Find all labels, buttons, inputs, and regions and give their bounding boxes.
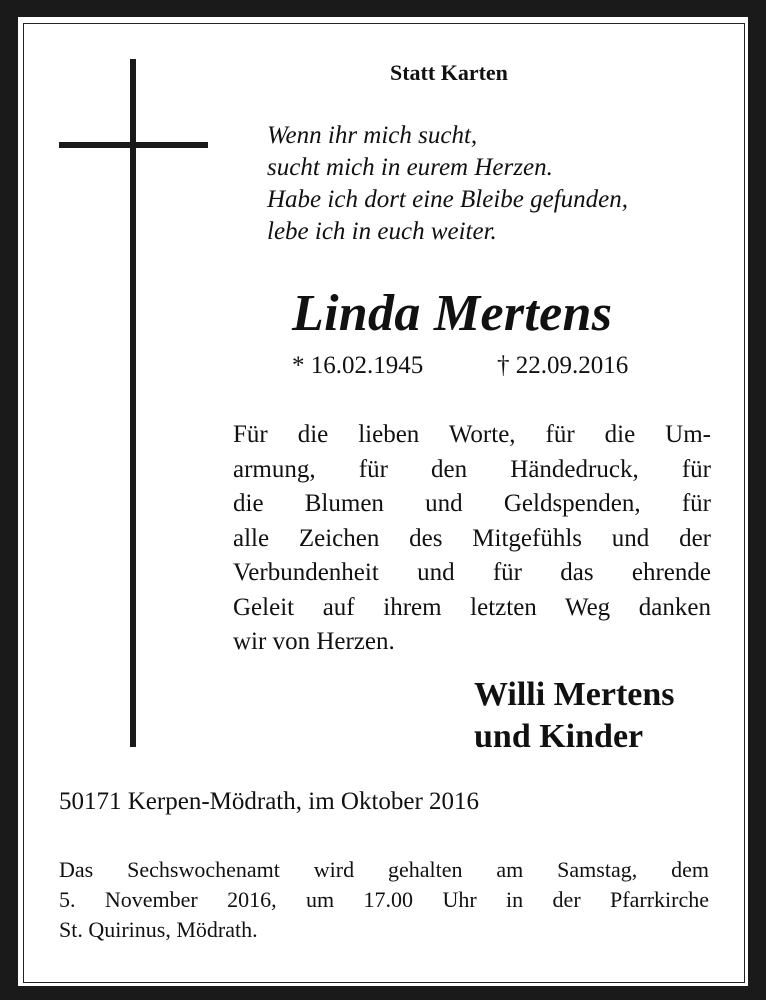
thanks-text [233, 418, 711, 660]
poem-line: Habe ich dort eine Bleibe gefunden, [267, 186, 628, 213]
place-and-date: 50171 Kerpen-Mödrath, im Oktober 2016 [59, 788, 480, 815]
thanks-line: armung, für den Händedruck, für [233, 455, 711, 483]
heading-statt-karten: Statt Karten [390, 60, 508, 85]
death-date: † 22.09.2016 [497, 352, 629, 379]
thanks-line: Für die lieben Worte, für die Um- [233, 421, 711, 448]
poem-line: sucht mich in eurem Herzen. [267, 154, 553, 181]
deceased-name: Linda Mertens [292, 285, 613, 342]
signature-family: und Kinder [474, 718, 644, 755]
birth-date: * 16.02.1945 [292, 352, 424, 379]
poem [267, 120, 727, 248]
signature [474, 674, 675, 758]
thanks-line: wir von Herzen. [233, 628, 395, 655]
poem-line: lebe ich in euch weiter. [267, 218, 497, 245]
cross-horizontal-bar [59, 142, 208, 148]
signature-name: Willi Mertens [474, 676, 675, 713]
thanks-line: die Blumen und Geldspenden, für [233, 490, 711, 517]
poem-line: Wenn ihr mich sucht, [267, 122, 478, 149]
notice-line: St. Quirinus, Mödrath. [59, 917, 258, 942]
thanks-line: alle Zeichen des Mitgefühls und der [233, 524, 711, 552]
notice-line: Das Sechswochenamt wird gehalten am Samstag, dem [59, 857, 709, 882]
cross-vertical-bar [130, 59, 136, 747]
notice-line: 5. November 2016, um 17.00 Uhr in der Pfarrkirche [59, 887, 709, 912]
mass-notice [59, 855, 709, 945]
thanks-line: Verbundenheit und für das ehrende [233, 559, 711, 586]
thanks-line: Geleit auf ihrem letzten Weg danken [233, 593, 711, 621]
